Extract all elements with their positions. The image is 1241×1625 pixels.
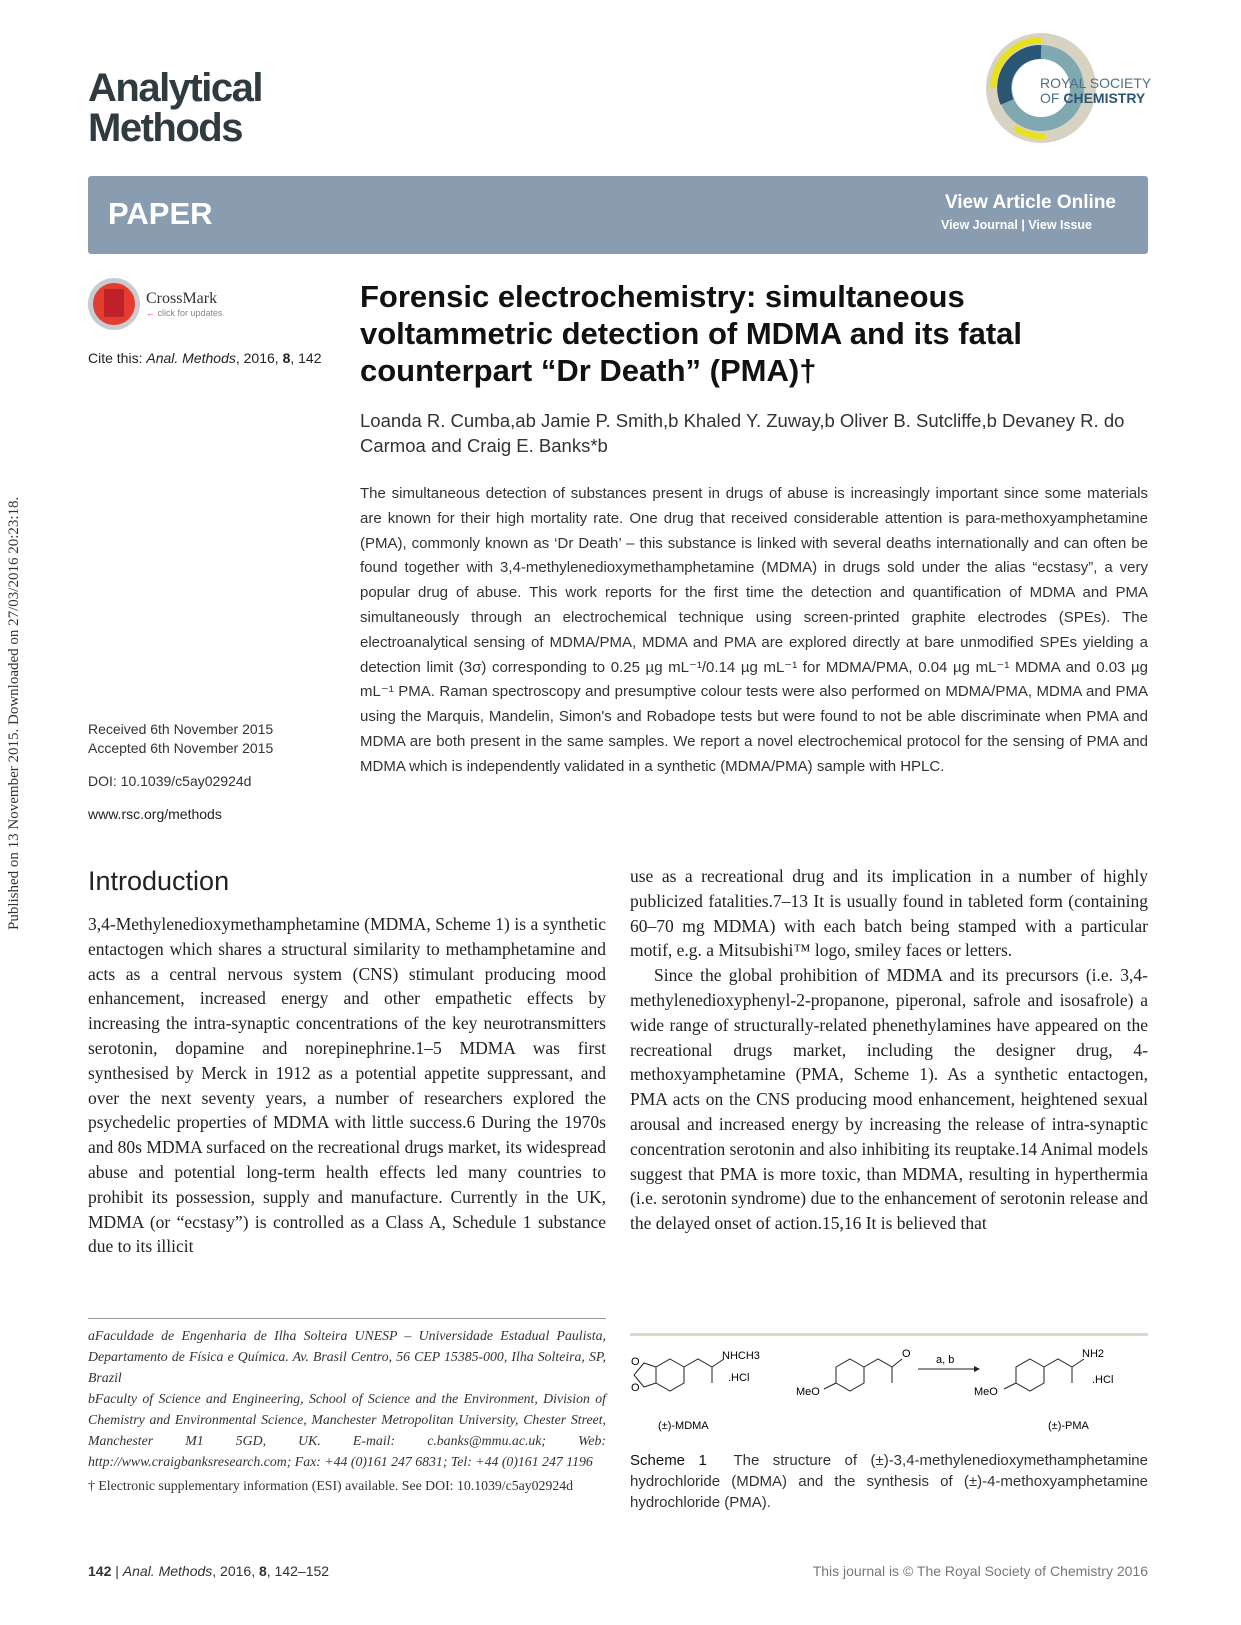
ketone-structure [824,1359,902,1391]
received-date: Received 6th November 2015 [88,721,274,737]
intro-right-column [630,864,1148,1236]
accepted-date: Accepted 6th November 2015 [88,740,274,756]
cite-volume: 8 [282,350,291,366]
pma-label: (±)-PMA [1048,1420,1089,1432]
dates [88,720,273,758]
rsc-chemistry: CHEMISTRY [1063,90,1146,106]
footer-journal: Anal. Methods [122,1563,213,1579]
article-banner [88,176,1148,254]
caption-label: Scheme 1 [630,1452,707,1469]
crossmark-sub-text: click for updates [157,308,223,318]
rsc-of: OF [1040,90,1064,106]
cite-journal: Anal. Methods [146,350,236,366]
crossmark-name: CrossMark [146,290,218,307]
methoxy: MeO [796,1386,820,1398]
rsc-line2 [1040,91,1151,106]
page-number: 142 [88,1563,112,1579]
crossmark-button[interactable] [88,278,223,330]
scheme-caption [630,1450,1148,1513]
mdma-amine: NHCH3 [722,1350,760,1362]
crossmark-icon [88,278,140,330]
esi-note: † Electronic supplementary information (ESI) available. See DOI: 10.1039/c5ay02924d [88,1478,574,1493]
scheme-divider [630,1333,1148,1336]
authors: Loanda R. Cumba,ab Jamie P. Smith,b Khaled Y. Zuway,b Oliver B. Sutcliffe,b Devaney R. do Carmoa and Craig E. Banks*b [360,410,1125,456]
view-links [941,218,1092,232]
o-atom: O [902,1348,911,1360]
section-heading: Introduction [88,866,230,896]
journal-logo [88,68,262,148]
footer-year: , 2016, [212,1563,259,1579]
journal-name-line1: Analytical [88,66,262,110]
caption-text: The structure of (±)-3,4-methylenedioxymethamphetamine hydrochloride (MDMA) and the synthesis of (±)-4-methoxyamphetamine hydrochloride (PMA). [630,1452,1148,1511]
citation [88,350,322,366]
separator: | [1017,218,1029,232]
cite-year: , 2016, [235,350,283,366]
mdma-structure [634,1359,724,1391]
view-issue-link[interactable]: View Issue [1028,218,1092,232]
intro-left-column [88,912,606,1259]
publication-note: Published on 13 November 2015. Downloaded on 27/03/2016 20:23:18. [6,496,22,930]
article-type: PAPER [108,196,213,231]
hcl: .HCl [728,1372,750,1384]
cite-label: Cite this: [88,350,147,366]
footnotes [88,1325,606,1496]
reaction-conditions: a, b [936,1354,955,1366]
page-footer-citation: 142 | Anal. Methods, 2016, 8, 142–152 [88,1563,330,1579]
abstract: The simultaneous detection of substances present in drugs of abuse is increasingly important since some materials are known for their high mortality rate. One drug that received considerable attention is para-methoxyamphetamine (PMA), commonly known as ‘Dr Death’ – this substance is linked with several deaths internationally and can often be found together with 3,4-methylenedioxymethamphetamine (MDMA) in drugs sold under the alias “ecstasy”, a very popular drug of abuse. This work reports for the first time the detection and quantification of MDMA and PMA simultaneously through an electrochemical technique using screen-printed graphite electrodes (SPEs). The electroanalytical sensing of MDMA/PMA, MDMA and PMA are explored directly at bare unmodified SPEs yielding a detection limit (3σ) corresponding to 0.25 µg mL⁻¹/0.14 µg mL⁻¹ for MDMA/PMA, 0.04 µg mL⁻¹ MDMA and 0.03 µg mL⁻¹ PMA. Raman spectroscopy and presumptive colour tests were also performed on MDMA/PMA, MDMA and PMA using the Marquis, Mandelin, Simon's and Robadope tests but were found to not be able discriminate when PMA and MDMA are both present in the same samples. We report a novel electrochemical protocol for the sensing of PMA and MDMA which is independently validated in a synthetic (MDMA/PMA) sample with HPLC. [360,485,1148,775]
intro-paragraph: use as a recreational drug and its implication in a number of highly publicized fatalities.7–13 It is usually found in tableted form (containing 60–70 mg MDMA) with each batch being stamped with a particular motif, e.g. a Mitsubishi™ logo, smiley faces or letters. [630,866,1148,961]
rsc-line1: ROYAL SOCIETY [1040,75,1152,91]
intro-paragraph: Since the global prohibition of MDMA and its precursors (i.e. 3,4-methylenedioxyphenyl-2-propanone, piperonal, safrole and isosafrole) a wide range of structurally-related phenethylamines have appeared on the recreational drugs market, including the designer drug, 4-methoxyamphetamine (PMA, Scheme 1). As a synthetic entactogen, PMA acts on the CNS producing mood enhancement, heightened sexual arousal and increased energy by increasing the release of intra-synaptic concentration serotonin and also inhibiting its reuptake.14 Animal models suggest that PMA is more toxic, than MDMA, resulting in hyperthermia (i.e. serotonin syndrome) due to the enhancement of serotonin release and the delayed onset of action.15,16 It is believed that [630,965,1148,1234]
affiliation-b: bFaculty of Science and Engineering, School of Science and the Environment, Division of Chemistry and Environmental Science, Manchester Metropolitan University, Chester Street, Manchester M1 5GD, UK. E-mail: c.banks@mmu.ac.uk; Web: http://www.craigbanksresearch.com; Fax: +44 (0)161 247 6831; Tel: +44 (0)161 247 1196 [88,1391,606,1469]
crossmark-sub: ← click for updates [146,308,223,318]
affiliation-a: aFaculdade de Engenharia de Ilha Solteira UNESP – Universidade Estadual Paulista, Departamento de Física e Química. Av. Brasil Centro, 56 CEP 15385-000, Ilha Solteira, SP, Brazil [88,1328,606,1385]
pma-structure [1004,1359,1084,1391]
journal-website-link[interactable]: www.rsc.org/methods [88,806,222,822]
scheme-1-structures [630,1345,1148,1435]
mdma-label: (±)-MDMA [658,1420,709,1432]
doi[interactable]: DOI: 10.1039/c5ay02924d [88,773,252,789]
o-atom: O [631,1356,640,1368]
article-title: Forensic electrochemistry: simultaneous voltammetric detection of MDMA and its fatal counterpart “Dr Death” (PMA)† [360,279,1022,388]
view-article-online-link[interactable]: View Article Online [944,192,1116,213]
methoxy: MeO [974,1386,998,1398]
cite-page: , 142 [290,350,322,366]
view-journal-link[interactable]: View Journal [940,218,1018,232]
hcl: .HCl [1092,1374,1114,1386]
copyright: This journal is © The Royal Society of Chemistry 2016 [812,1563,1148,1579]
footer-pages: , 142–152 [266,1563,330,1579]
footer-volume: 8 [258,1563,267,1579]
intro-paragraph: 3,4-Methylenedioxymethamphetamine (MDMA, Scheme 1) is a synthetic entactogen which shares a structural similarity to methamphetamine and acts as a central nervous system (CNS) stimulant producing mood enhancement, increased energy and other empathetic effects by increasing the intra-synaptic concentrations of the key neurotransmitters serotonin, dopamine and norepinephrine.1–5 MDMA was first synthesised by Merck in 1912 as a potential appetite suppressant, and over the next seventy years, a number of researchers explored the psychedelic properties of MDMA with little success.6 During the 1970s and 80s MDMA surfaced on the recreational drugs market, its widespread abuse and potential long-term health effects led many countries to prohibit its possession, supply and manufacture. Currently in the UK, MDMA (or “ecstasy”) is controlled as a Class A, Schedule 1 substance due to its illicit [88,914,606,1257]
rsc-wordmark [1040,76,1151,106]
amine: NH2 [1082,1348,1105,1360]
journal-name-line2: Methods [88,106,242,150]
o-atom: O [631,1382,640,1394]
footnote-divider [88,1318,606,1319]
